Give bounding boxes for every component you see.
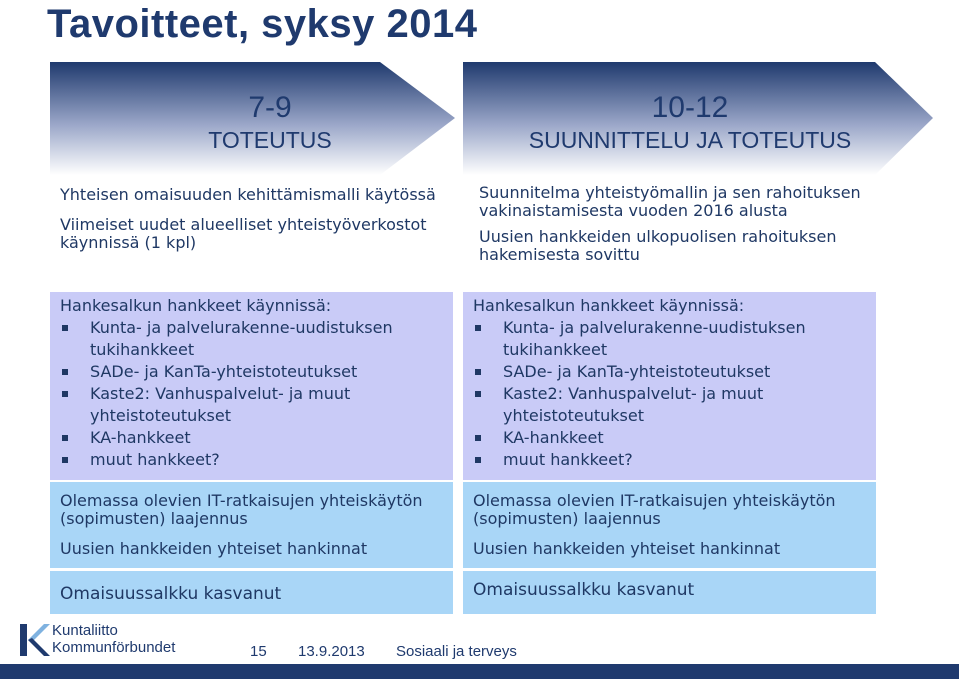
kuntaliitto-logo-icon xyxy=(18,620,50,660)
right-goal: Uusien hankkeiden ulkopuolisen rahoituksen hakemisesta sovittu xyxy=(479,227,837,264)
left-projects-list xyxy=(60,317,443,471)
right-projects-box xyxy=(463,292,876,480)
right-projects-heading: Hankesalkun hankkeet käynnissä: xyxy=(473,296,745,315)
right-portfolio-box xyxy=(463,571,876,614)
left-portfolio: Omaisuussalkku kasvanut xyxy=(60,584,282,604)
left-range: 7-9 xyxy=(248,91,292,124)
logo-line2: Kommunförbundet xyxy=(52,639,176,656)
left-goals-box xyxy=(50,184,453,290)
right-it-item: Uusien hankkeiden yhteiset hankinnat xyxy=(473,539,781,558)
right-goal: Suunnitelma yhteistyömallin ja sen rahoituksen vakinaistamisesta vuoden 2016 alusta xyxy=(479,183,861,220)
page-title: Tavoitteet, syksy 2014 xyxy=(47,2,478,46)
logo-text xyxy=(52,622,175,656)
right-it-box xyxy=(463,482,876,568)
left-projects-heading: Hankesalkun hankkeet käynnissä: xyxy=(60,296,332,315)
arrow-right-label xyxy=(500,90,880,154)
right-projects-list xyxy=(473,317,866,471)
list-item: Kaste2: Vanhuspalvelut- ja muut yhteistoteutukset xyxy=(473,383,866,427)
left-portfolio-box xyxy=(50,571,453,614)
logo-line1: Kuntaliitto xyxy=(52,622,118,639)
left-it-item: Uusien hankkeiden yhteiset hankinnat xyxy=(60,539,368,558)
right-goals-box xyxy=(463,184,876,290)
left-phase: TOTEUTUS xyxy=(208,127,332,153)
right-it-item: Olemassa olevien IT-ratkaisujen yhteiskäytön (sopimusten) laajennus xyxy=(473,491,836,528)
list-item: KA-hankkeet xyxy=(60,427,443,449)
list-item: Kaste2: Vanhuspalvelut- ja muut yhteistoteutukset xyxy=(60,383,443,427)
left-goal: Yhteisen omaisuuden kehittämismalli käytössä xyxy=(60,185,436,204)
list-item: Kunta- ja palvelurakenne-uudistuksen tukihankkeet xyxy=(473,317,866,361)
right-portfolio: Omaisuussalkku kasvanut xyxy=(473,580,695,600)
left-goal: Viimeiset uudet alueelliset yhteistyöverkostot käynnissä (1 kpl) xyxy=(60,215,427,252)
arrow-left-label xyxy=(170,90,370,154)
footer-department: Sosiaali ja terveys xyxy=(396,643,517,660)
right-range: 10-12 xyxy=(651,91,729,124)
left-it-box xyxy=(50,482,453,568)
left-projects-box xyxy=(50,292,453,480)
list-item: SADe- ja KanTa-yhteistoteutukset xyxy=(473,361,866,383)
left-it-item: Olemassa olevien IT-ratkaisujen yhteiskäytön (sopimusten) laajennus xyxy=(60,491,423,528)
right-phase: SUUNNITTELU JA TOTEUTUS xyxy=(528,127,852,153)
page-number: 15 xyxy=(250,643,267,660)
list-item: KA-hankkeet xyxy=(473,427,866,449)
footer-bar xyxy=(0,664,959,679)
list-item: Kunta- ja palvelurakenne-uudistuksen tukihankkeet xyxy=(60,317,443,361)
footer-date: 13.9.2013 xyxy=(298,643,365,660)
list-item: muut hankkeet? xyxy=(60,449,443,471)
list-item: muut hankkeet? xyxy=(473,449,866,471)
list-item: SADe- ja KanTa-yhteistoteutukset xyxy=(60,361,443,383)
